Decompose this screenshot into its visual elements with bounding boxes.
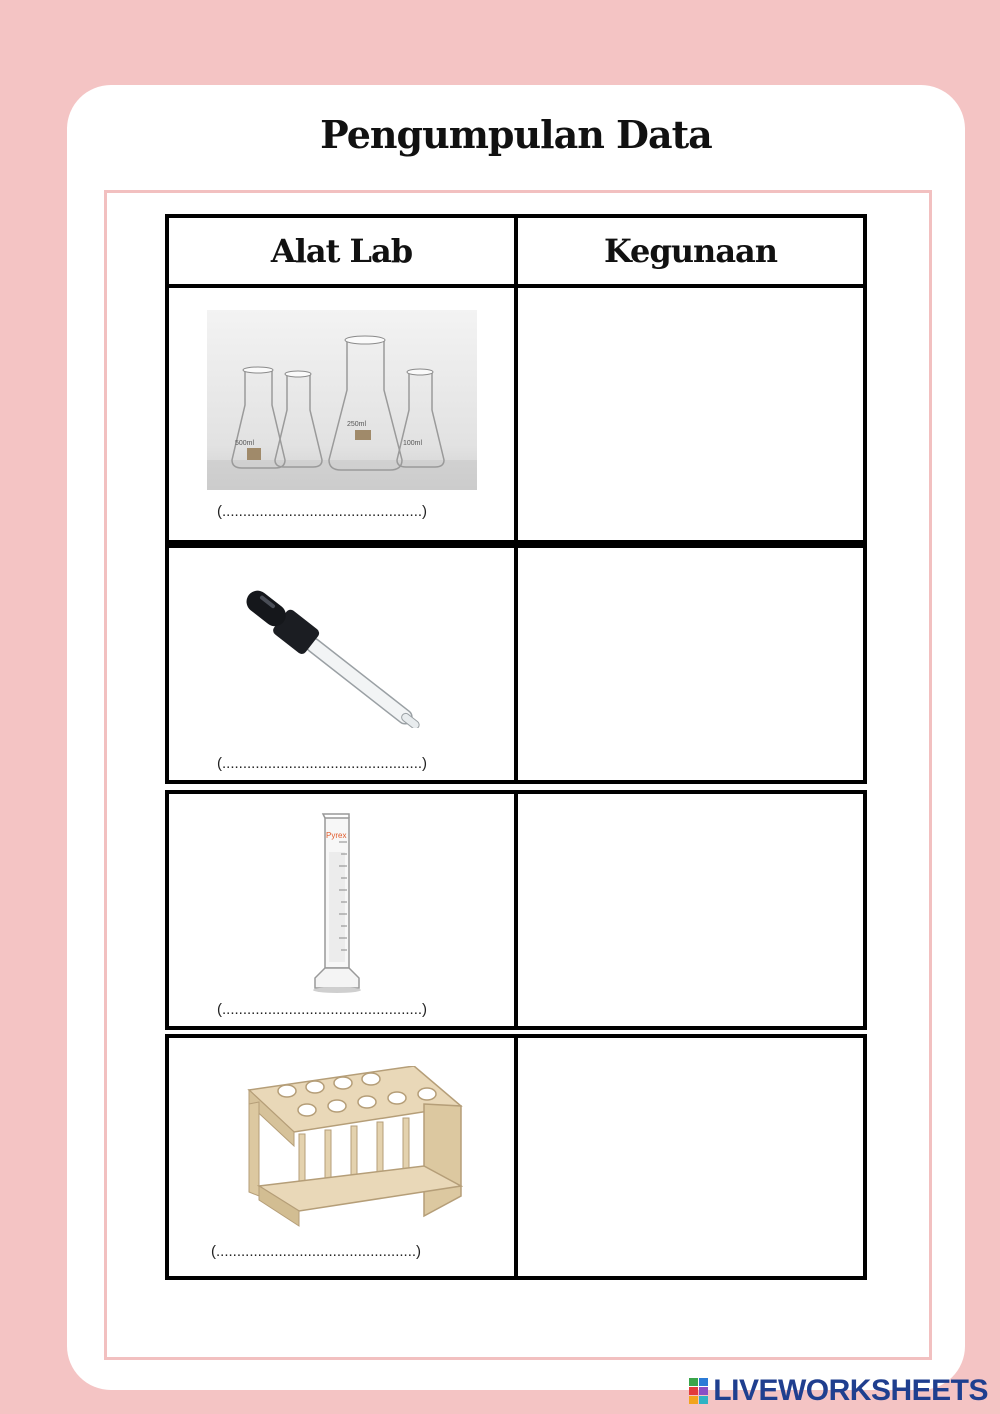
dropper-pipette-image [224,588,444,728]
table-row-1-tool [165,284,518,544]
table-row-4-tool [165,1034,518,1280]
answer-blank-1[interactable]: (................................................) [217,503,428,520]
header-kegunaan: Kegunaan [603,232,778,270]
erlenmeyer-flasks-image [207,310,477,490]
answer-blank-3[interactable]: (................................................) [217,1001,428,1018]
page-title: Pengumpulan Data [320,112,712,157]
header-cell-alat-lab [165,214,518,288]
table-row-2-tool [165,544,518,784]
flask-label-100: 100ml [403,440,423,447]
table-row-4-usage[interactable] [514,1034,867,1280]
header-alat-lab: Alat Lab [270,232,413,270]
flask-label-500: 500ml [235,440,255,447]
watermark-text: LIVEWORKSHEETS [713,1374,988,1407]
table-row-3-tool [165,790,518,1030]
test-tube-rack-image [239,1066,463,1230]
liveworksheets-logo-icon [689,1378,709,1404]
answer-blank-4[interactable]: (................................................) [211,1243,422,1260]
cylinder-brand-label: Pyrex [326,831,347,840]
flask-label-250: 250ml [347,421,367,428]
table-row-2-usage[interactable] [514,544,867,784]
header-cell-kegunaan [514,214,867,288]
table-row-1-usage[interactable] [514,284,867,544]
table-row-3-usage[interactable] [514,790,867,1030]
liveworksheets-watermark [689,1374,988,1408]
answer-blank-2[interactable]: (................................................) [217,755,428,772]
graduated-cylinder-image [309,812,369,994]
